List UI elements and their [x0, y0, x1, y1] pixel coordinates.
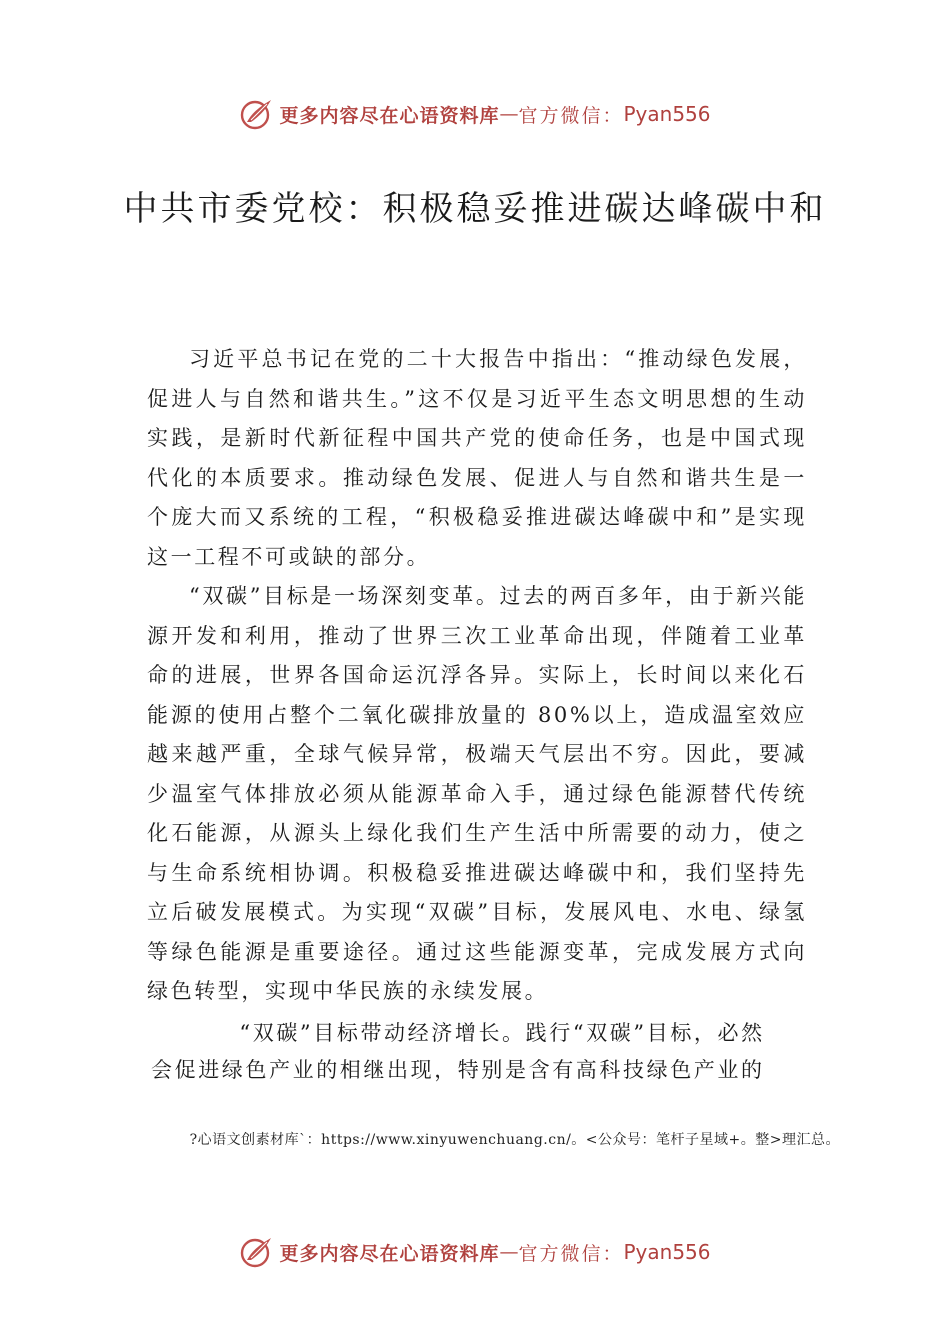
bottom-banner	[0, 1232, 950, 1272]
banner-contact-label: 官方微信：	[518, 1242, 624, 1265]
paragraph: “双碳”目标是一场深刻变革。过去的两百多年，由于新兴能源开发和利用，推动了世界三次工业革命出现，伴随着工业革命的进展，世界各国命运沉浮各异。实际上，长时间以来化石能源的使用占整个二氧化碳排放量的 80%以上，造成温室效应越来越严重，全球气候异常，极端天气层出不穷。因此，要减少温室气体排放必须从能源革命入手，通过绿色能源替代传统化石能源，从源头上绿化我们生产生活中所需要的动力，使之与生命系统相协调。积极稳妥推进碳达峰碳中和，我们坚持先立后破发展模式。为实现“双碳”目标，发展风电、水电、绿氢等绿色能源是重要途径。通过这些能源变革，完成发展方式向绿色转型，实现中华民族的永续发展。	[147, 584, 807, 1003]
page-title: 中共市委党校：积极稳妥推进碳达峰碳中和	[123, 189, 827, 229]
banner-contact-id: Pyan556	[623, 102, 711, 126]
banner-contact-id: Pyan556	[623, 1240, 711, 1264]
banner-contact-label: 官方微信：	[518, 104, 624, 127]
article-body	[147, 340, 807, 1091]
paragraph: “双碳”目标带动经济增长。践行“双碳”目标，必然	[239, 1020, 765, 1045]
banner-text: 更多内容尽在心语资料库	[279, 104, 500, 127]
quill-logo-icon	[239, 1234, 275, 1270]
banner-text: 更多内容尽在心语资料库	[279, 1242, 500, 1265]
paragraph: 会促进绿色产业的相继出现，特别是含有高科技绿色产业的	[151, 1058, 765, 1082]
banner-dash: —	[499, 103, 519, 125]
banner-dash: —	[499, 1241, 519, 1263]
footer-note: ?心语文创素材库`：https://www.xinyuwenchuang.cn/。<公众号：笔杆子星域+。整>理汇总。	[189, 1132, 840, 1148]
paragraph: 习近平总书记在党的二十大报告中指出：“推动绿色发展，促进人与自然和谐共生。”这不仅是习近平生态文明思想的生动实践，是新时代新征程中国共产党的使命任务，也是中国式现代化的本质要求。推动绿色发展、促进人与自然和谐共生是一个庞大而又系统的工程，“积极稳妥推进碳达峰碳中和”是实现这一工程不可或缺的部分。	[147, 347, 807, 569]
quill-logo-icon	[239, 96, 275, 132]
top-banner	[0, 94, 950, 134]
